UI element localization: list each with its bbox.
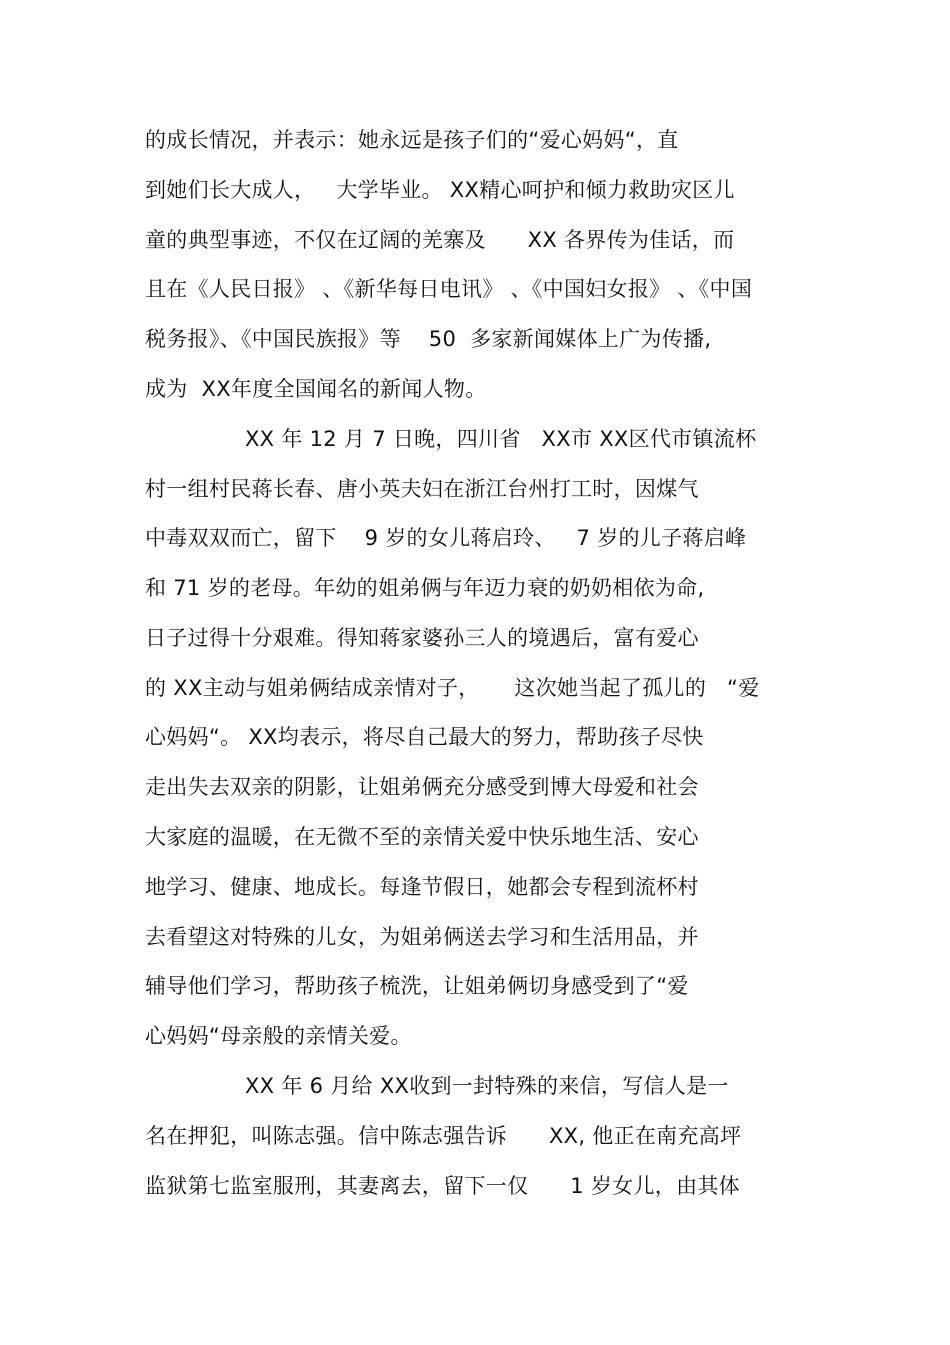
paragraph-start-line: XX 年 12 月 7 日晚，四川省 XX市 XX区代市镇流杯: [245, 427, 757, 451]
text-line: 且在《人民日报》 、《新华每日电讯》 、《中国妇女报》 、《中国: [145, 277, 753, 301]
paragraph-start-line: XX 年 6 月给 XX收到一封特殊的来信，写信人是一: [245, 1074, 729, 1098]
text-line: 监狱第七监室服刑，其妻离去，留下一仅 1 岁女儿，由其体: [145, 1174, 740, 1198]
text-line: 成为 XX年度全国闻名的新闻人物。: [145, 377, 487, 401]
text-line: 的 XX主动与姐弟俩结成亲情对子， 这次她当起了孤儿的 “爱: [145, 676, 760, 700]
text-line: 税务报》、《中国民族报》等 50 多家新闻媒体上广为传播,: [145, 327, 712, 351]
text-line: 日子过得十分艰难。得知蒋家婆孙三人的境遇后，富有爱心: [145, 626, 699, 650]
text-line: 的成长情况，并表示：她永远是孩子们的“爱心妈妈“，直: [145, 128, 679, 152]
text-line: 走出失去双亲的阴影，让姐弟俩充分感受到博大母爱和社会: [145, 775, 699, 799]
text-line: 辅导他们学习，帮助孩子梳洗，让姐弟俩切身感受到了“爱: [145, 974, 689, 998]
text-line: 大家庭的温暖，在无微不至的亲情关爱中快乐地生活、安心: [145, 825, 699, 849]
text-line: 去看望这对特殊的儿女，为姐弟俩送去学习和生活用品，并: [145, 925, 699, 949]
text-line: 名在押犯，叫陈志强。信中陈志强告诉 XX, 他正在南充高坪: [145, 1124, 742, 1148]
text-line: 中毒双双而亡，留下 9 岁的女儿蒋启玲、 7 岁的儿子蒋启峰: [145, 526, 747, 550]
text-line: 到她们长大成人， 大学毕业。 XX精心呵护和倾力救助灾区儿: [145, 178, 735, 202]
text-line: 和 71 岁的老母。年幼的姐弟俩与年迈力衰的奶奶相依为命,: [145, 576, 705, 600]
text-line: 童的典型事迹，不仅在辽阔的羌寨及 XX 各界传为佳话，而: [145, 228, 735, 252]
text-line: 地学习、健康、地成长。每逢节假日，她都会专程到流杯村: [145, 875, 699, 899]
text-line: 心妈妈“。 XX均表示，将尽自己最大的努力，帮助孩子尽快: [145, 725, 704, 749]
text-line: 村一组村民蒋长春、唐小英夫妇在浙江台州打工时，因煤气: [145, 477, 699, 501]
text-line: 心妈妈“母亲般的亲情关爱。: [145, 1024, 412, 1048]
